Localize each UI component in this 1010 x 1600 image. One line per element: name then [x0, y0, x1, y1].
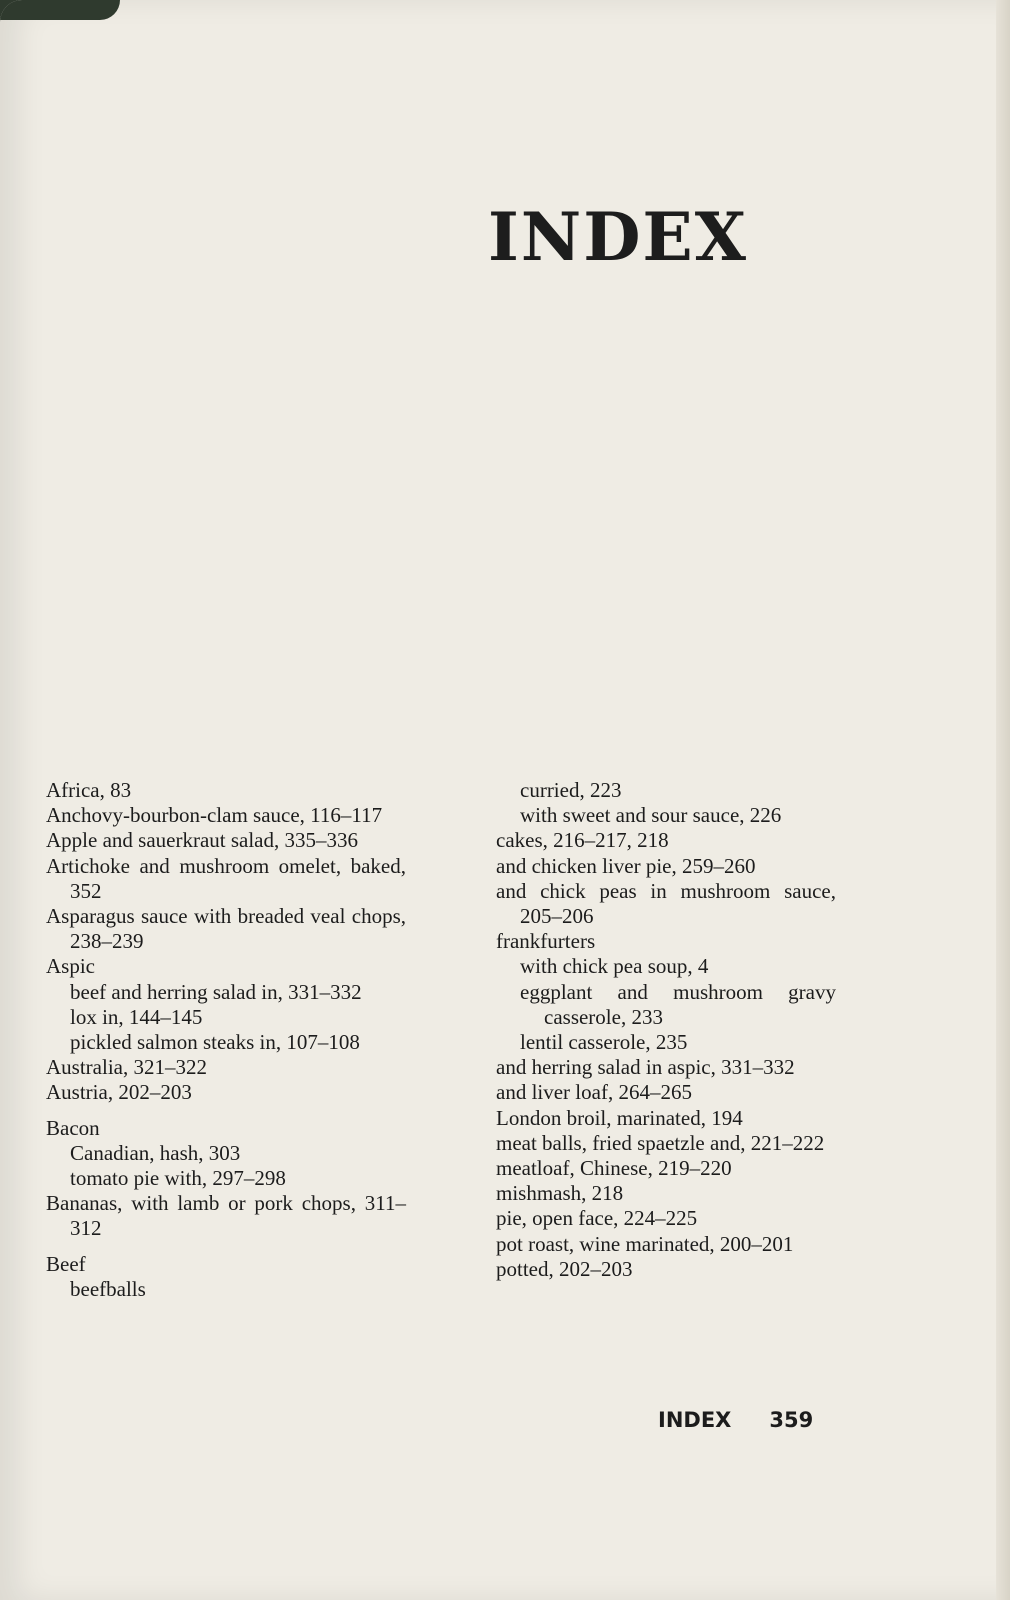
index-entry: meat balls, fried spaetzle and, 221–222 [496, 1130, 825, 1155]
index-entry: Artichoke and mushroom omelet, baked, 352 [46, 853, 406, 903]
index-entry: and chick peas in mushroom sauce, 205–206 [496, 878, 836, 929]
index-entry: Bacon [46, 1115, 100, 1140]
index-entry: Africa, 83 [46, 778, 132, 802]
index-entry: Australia, 321–322 [46, 1055, 207, 1080]
index-entry: pot roast, wine marinated, 200–201 [496, 1231, 794, 1256]
index-entry: and chicken liver pie, 259–260 [496, 853, 756, 878]
index-subentry: with sweet and sour sauce, 226 [520, 803, 782, 828]
index-entry: potted, 202–203 [496, 1256, 633, 1281]
index-entry: mishmash, 218 [496, 1181, 624, 1206]
index-entry: Beef [46, 1251, 86, 1276]
page-footer [658, 1408, 813, 1432]
index-subentry: curried, 223 [520, 778, 622, 802]
index-subentry: lox in, 144–145 [70, 1004, 203, 1029]
index-subentry: lentil casserole, 235 [520, 1030, 688, 1055]
index-entry: Austria, 202–203 [46, 1080, 192, 1105]
index-entry: Aspic [46, 954, 95, 979]
index-subentry: beef and herring salad in, 331–332 [70, 979, 362, 1004]
index-subentry: beefballs [70, 1276, 146, 1301]
index-entry: Bananas, with lamb or pork chops, 311–312 [46, 1191, 406, 1241]
index-column-right [496, 778, 836, 1282]
page-corner-shadow [0, 0, 120, 20]
index-subentry: Canadian, hash, 303 [70, 1140, 241, 1165]
index-entry: Asparagus sauce with breaded veal chops, 238–239 [46, 904, 406, 954]
index-column-left [46, 778, 406, 1302]
index-entry: frankfurters [496, 929, 596, 954]
index-subentry: pickled salmon steaks in, 107–108 [70, 1030, 360, 1055]
index-subentry: with chick pea soup, 4 [520, 954, 709, 979]
index-entry: meatloaf, Chinese, 219–220 [496, 1156, 732, 1181]
running-footer-label: INDEX [658, 1408, 732, 1432]
index-entry: and liver loaf, 264–265 [496, 1080, 692, 1105]
page-number: 359 [769, 1408, 814, 1432]
index-entry: cakes, 216–217, 218 [496, 828, 669, 853]
index-entry: London broil, marinated, 194 [496, 1105, 743, 1130]
index-subentry: tomato pie with, 297–298 [70, 1166, 286, 1191]
index-entry: pie, open face, 224–225 [496, 1206, 698, 1231]
page-title: INDEX [488, 198, 748, 276]
index-subentry: eggplant and mushroom gravy casserole, 233 [520, 979, 836, 1029]
index-entry: and herring salad in aspic, 331–332 [496, 1055, 795, 1080]
page-edge [996, 0, 1010, 1600]
index-entry: Anchovy-bourbon-clam sauce, 116–117 [46, 803, 383, 828]
index-entry: Apple and sauerkraut salad, 335–336 [46, 828, 358, 853]
